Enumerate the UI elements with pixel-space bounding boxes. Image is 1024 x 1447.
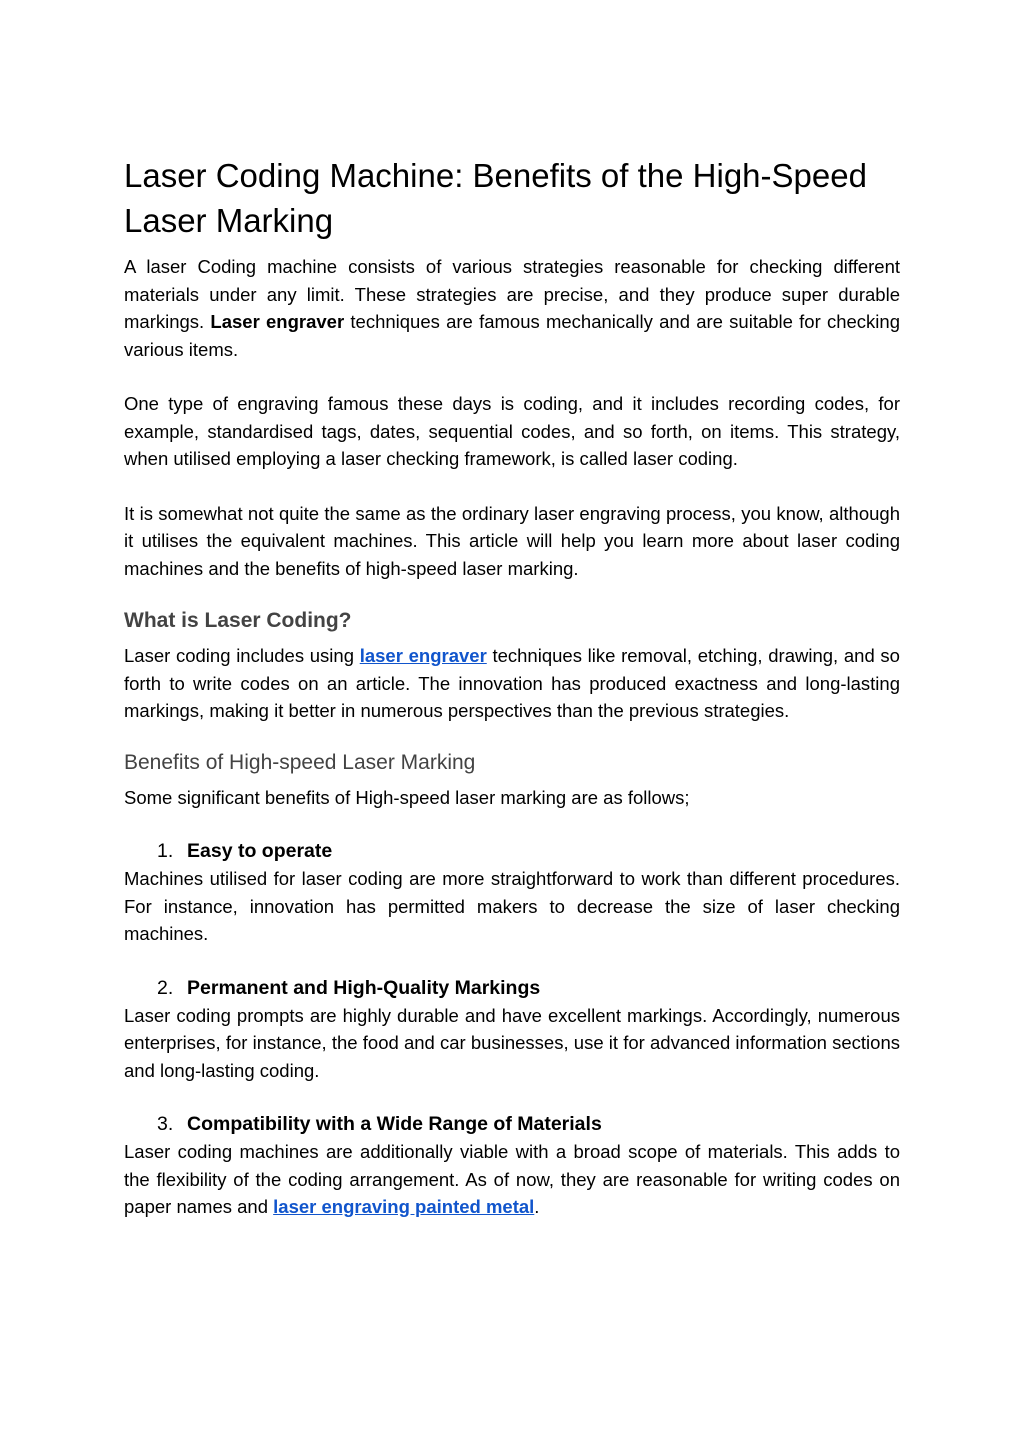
paragraph-gap bbox=[124, 1084, 900, 1111]
list-item-3-heading bbox=[124, 1111, 900, 1138]
list-item-3-text-b: . bbox=[534, 1196, 540, 1217]
list-item-1-heading bbox=[124, 838, 900, 865]
list-item-3-text-a: Laser coding machines are additionally viable with a broad scope of materials. This adds to the flexibility of the coding arrangement. As of now, they are reasonable for writing codes on paper names and bbox=[124, 1141, 900, 1217]
section-heading-what-is-laser-coding: What is Laser Coding? bbox=[124, 609, 352, 632]
list-item-1-number: 1. bbox=[157, 840, 174, 862]
list-item-1-title: Easy to operate bbox=[187, 840, 333, 862]
page-title: Laser Coding Machine: Benefits of the High-Speed Laser Marking bbox=[124, 157, 867, 239]
list-item-3-text bbox=[124, 1138, 900, 1221]
paragraph-gap bbox=[124, 948, 900, 975]
intro-paragraph-1 bbox=[124, 253, 900, 363]
intro-paragraph-2: One type of engraving famous these days is coding, and it includes recording codes, for example, standardised tags, dates, sequential codes, and so forth, on items. This strategy, when utilised employing a laser checking framework, is called laser coding. bbox=[124, 393, 900, 469]
list-item-2-title: Permanent and High-Quality Markings bbox=[187, 976, 541, 999]
section1-text-a: Laser coding includes using bbox=[124, 645, 360, 666]
section-heading-benefits: Benefits of High-speed Laser Marking bbox=[124, 750, 476, 774]
section1-text-b: techniques like removal, etching, drawing, and so forth to write codes on an article. The innovation has produced exactness and long-lasting markings, making it better in numerous perspectives than the previous strategies. bbox=[124, 645, 900, 721]
list-item-2-number: 2. bbox=[157, 976, 174, 999]
intro-p1-text-b: techniques are famous mechanically and are suitable for checking various items. bbox=[124, 311, 900, 360]
list-item-3-number: 3. bbox=[157, 1113, 174, 1135]
intro-p1-text-a: A laser Coding machine consists of various strategies reasonable for checking different materials under any limit. These strategies are precise, and they produce super durable markings. bbox=[124, 256, 900, 332]
paragraph-gap bbox=[124, 363, 900, 390]
intro-paragraph-3: It is somewhat not quite the same as the ordinary laser engraving process, you know, although it utilises the equivalent machines. This article will help you learn more about laser coding machines and the benefits of high-speed laser marking. bbox=[124, 502, 900, 579]
section1-paragraph bbox=[124, 642, 900, 725]
paragraph-gap bbox=[124, 811, 900, 838]
laser-engraving-painted-metal-link[interactable]: laser engraving painted metal bbox=[273, 1196, 535, 1217]
list-item-1-text: Machines utilised for laser coding are more straightforward to work than different procedures. For instance, innovation has permitted makers to decrease the size of laser checking machines. bbox=[124, 868, 900, 944]
list-item-2-text: Laser coding prompts are highly durable and have excellent markings. Accordingly, numerous enterprises, for instance, the food and car businesses, use it for advanced information sections and long-lasting coding. bbox=[124, 1004, 900, 1081]
list-item-3-title: Compatibility with a Wide Range of Materials bbox=[187, 1113, 602, 1135]
benefits-intro: Some significant benefits of High-speed laser marking are as follows; bbox=[124, 786, 690, 808]
laser-engraver-link[interactable]: laser engraver bbox=[359, 645, 487, 666]
list-item-2-heading bbox=[124, 975, 900, 1002]
intro-p1-bold-term: Laser engraver bbox=[210, 311, 345, 332]
paragraph-gap bbox=[124, 473, 900, 500]
